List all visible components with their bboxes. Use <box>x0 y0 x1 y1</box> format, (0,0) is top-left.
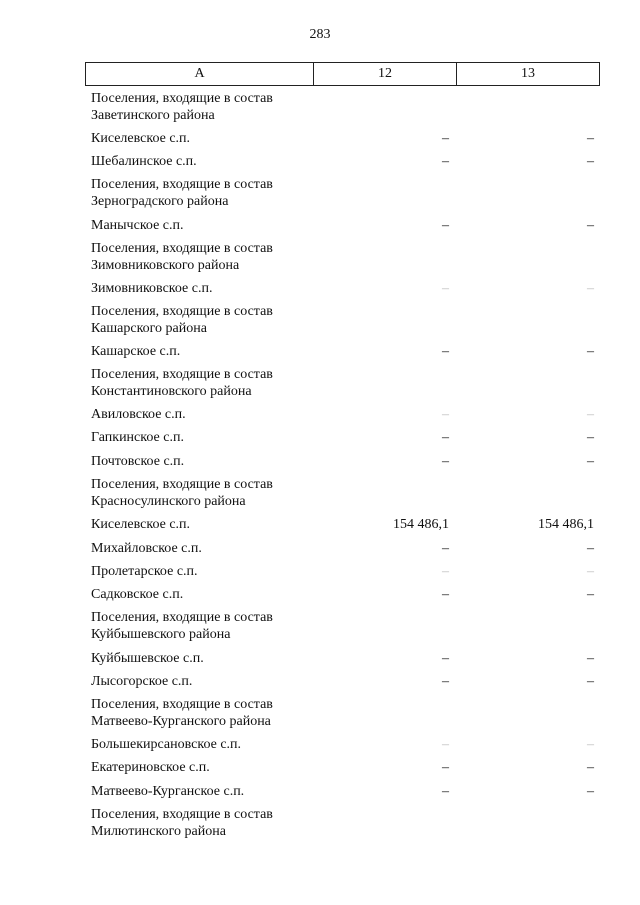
cell-col-13: – <box>587 737 594 752</box>
cell-col-13: – <box>587 587 594 602</box>
cell-col-13: – <box>587 131 594 146</box>
row-label: Поселения, входящие в состав Красносулинского района <box>91 477 273 509</box>
row-label: Большекирсановское с.п. <box>91 737 242 752</box>
cell-col-13: – <box>587 674 594 689</box>
row-label: Куйбышевское с.п. <box>91 651 204 666</box>
row-label: Поселения, входящие в состав Куйбышевского района <box>91 610 273 642</box>
row-label: Матвеево-Курганское с.п. <box>91 784 245 799</box>
cell-col-13: – <box>587 784 594 799</box>
header-col-12: 12 <box>314 63 457 85</box>
cell-col-12: – <box>442 760 449 775</box>
cell-col-13: – <box>587 564 594 579</box>
cell-col-12: – <box>442 651 449 666</box>
page-number: 283 <box>309 27 331 42</box>
row-label: Михайловское с.п. <box>91 541 202 556</box>
cell-col-12: – <box>442 131 449 146</box>
cell-col-13: – <box>587 454 594 469</box>
cell-col-13: – <box>587 218 594 233</box>
row-label: Поселения, входящие в состав Милютинского района <box>91 807 273 839</box>
row-label: Поселения, входящие в состав Кашарского района <box>91 304 273 336</box>
cell-col-12: – <box>442 281 449 296</box>
cell-col-13: – <box>587 344 594 359</box>
cell-col-13: – <box>587 407 594 422</box>
cell-col-12: – <box>442 541 449 556</box>
cell-col-12: – <box>442 784 449 799</box>
cell-col-12: – <box>442 564 449 579</box>
cell-col-12: – <box>442 344 449 359</box>
row-label: Кашарское с.п. <box>91 344 181 359</box>
cell-col-13: – <box>587 541 594 556</box>
row-label: Лысогорское с.п. <box>91 674 193 689</box>
row-label: Киселевское с.п. <box>91 517 191 532</box>
cell-col-12: – <box>442 674 449 689</box>
row-label: Екатериновское с.п. <box>91 760 210 775</box>
row-label: Авиловское с.п. <box>91 407 186 422</box>
row-label: Манычское с.п. <box>91 218 184 233</box>
row-label: Шебалинское с.п. <box>91 154 197 169</box>
row-label: Поселения, входящие в состав Зимовниковского района <box>91 241 273 273</box>
cell-col-13: – <box>587 430 594 445</box>
cell-col-12: – <box>442 454 449 469</box>
table-header <box>85 62 600 86</box>
cell-col-13: – <box>587 651 594 666</box>
row-label: Поселения, входящие в состав Константиновского района <box>91 367 273 399</box>
cell-col-13: 154 486,1 <box>538 517 594 532</box>
cell-col-13: – <box>587 760 594 775</box>
row-label: Гапкинское с.п. <box>91 430 184 445</box>
row-label: Киселевское с.п. <box>91 131 191 146</box>
row-label: Поселения, входящие в состав Зерноградского района <box>91 177 273 209</box>
cell-col-13: – <box>587 281 594 296</box>
cell-col-13: – <box>587 154 594 169</box>
row-label: Пролетарское с.п. <box>91 564 198 579</box>
cell-col-12: 154 486,1 <box>393 517 449 532</box>
row-label: Поселения, входящие в состав Матвеево-Курганского района <box>91 697 273 729</box>
header-col-13: 13 <box>521 66 535 81</box>
cell-col-12: – <box>442 587 449 602</box>
row-label: Поселения, входящие в состав Заветинского района <box>91 91 273 123</box>
cell-col-12: – <box>442 737 449 752</box>
row-label: Зимовниковское с.п. <box>91 281 213 296</box>
cell-col-12: – <box>442 154 449 169</box>
cell-col-12: – <box>442 430 449 445</box>
cell-col-12: – <box>442 407 449 422</box>
cell-col-12: – <box>442 218 449 233</box>
row-label: Садковское с.п. <box>91 587 184 602</box>
row-label: Почтовское с.п. <box>91 454 185 469</box>
header-col-a: А <box>86 63 314 85</box>
